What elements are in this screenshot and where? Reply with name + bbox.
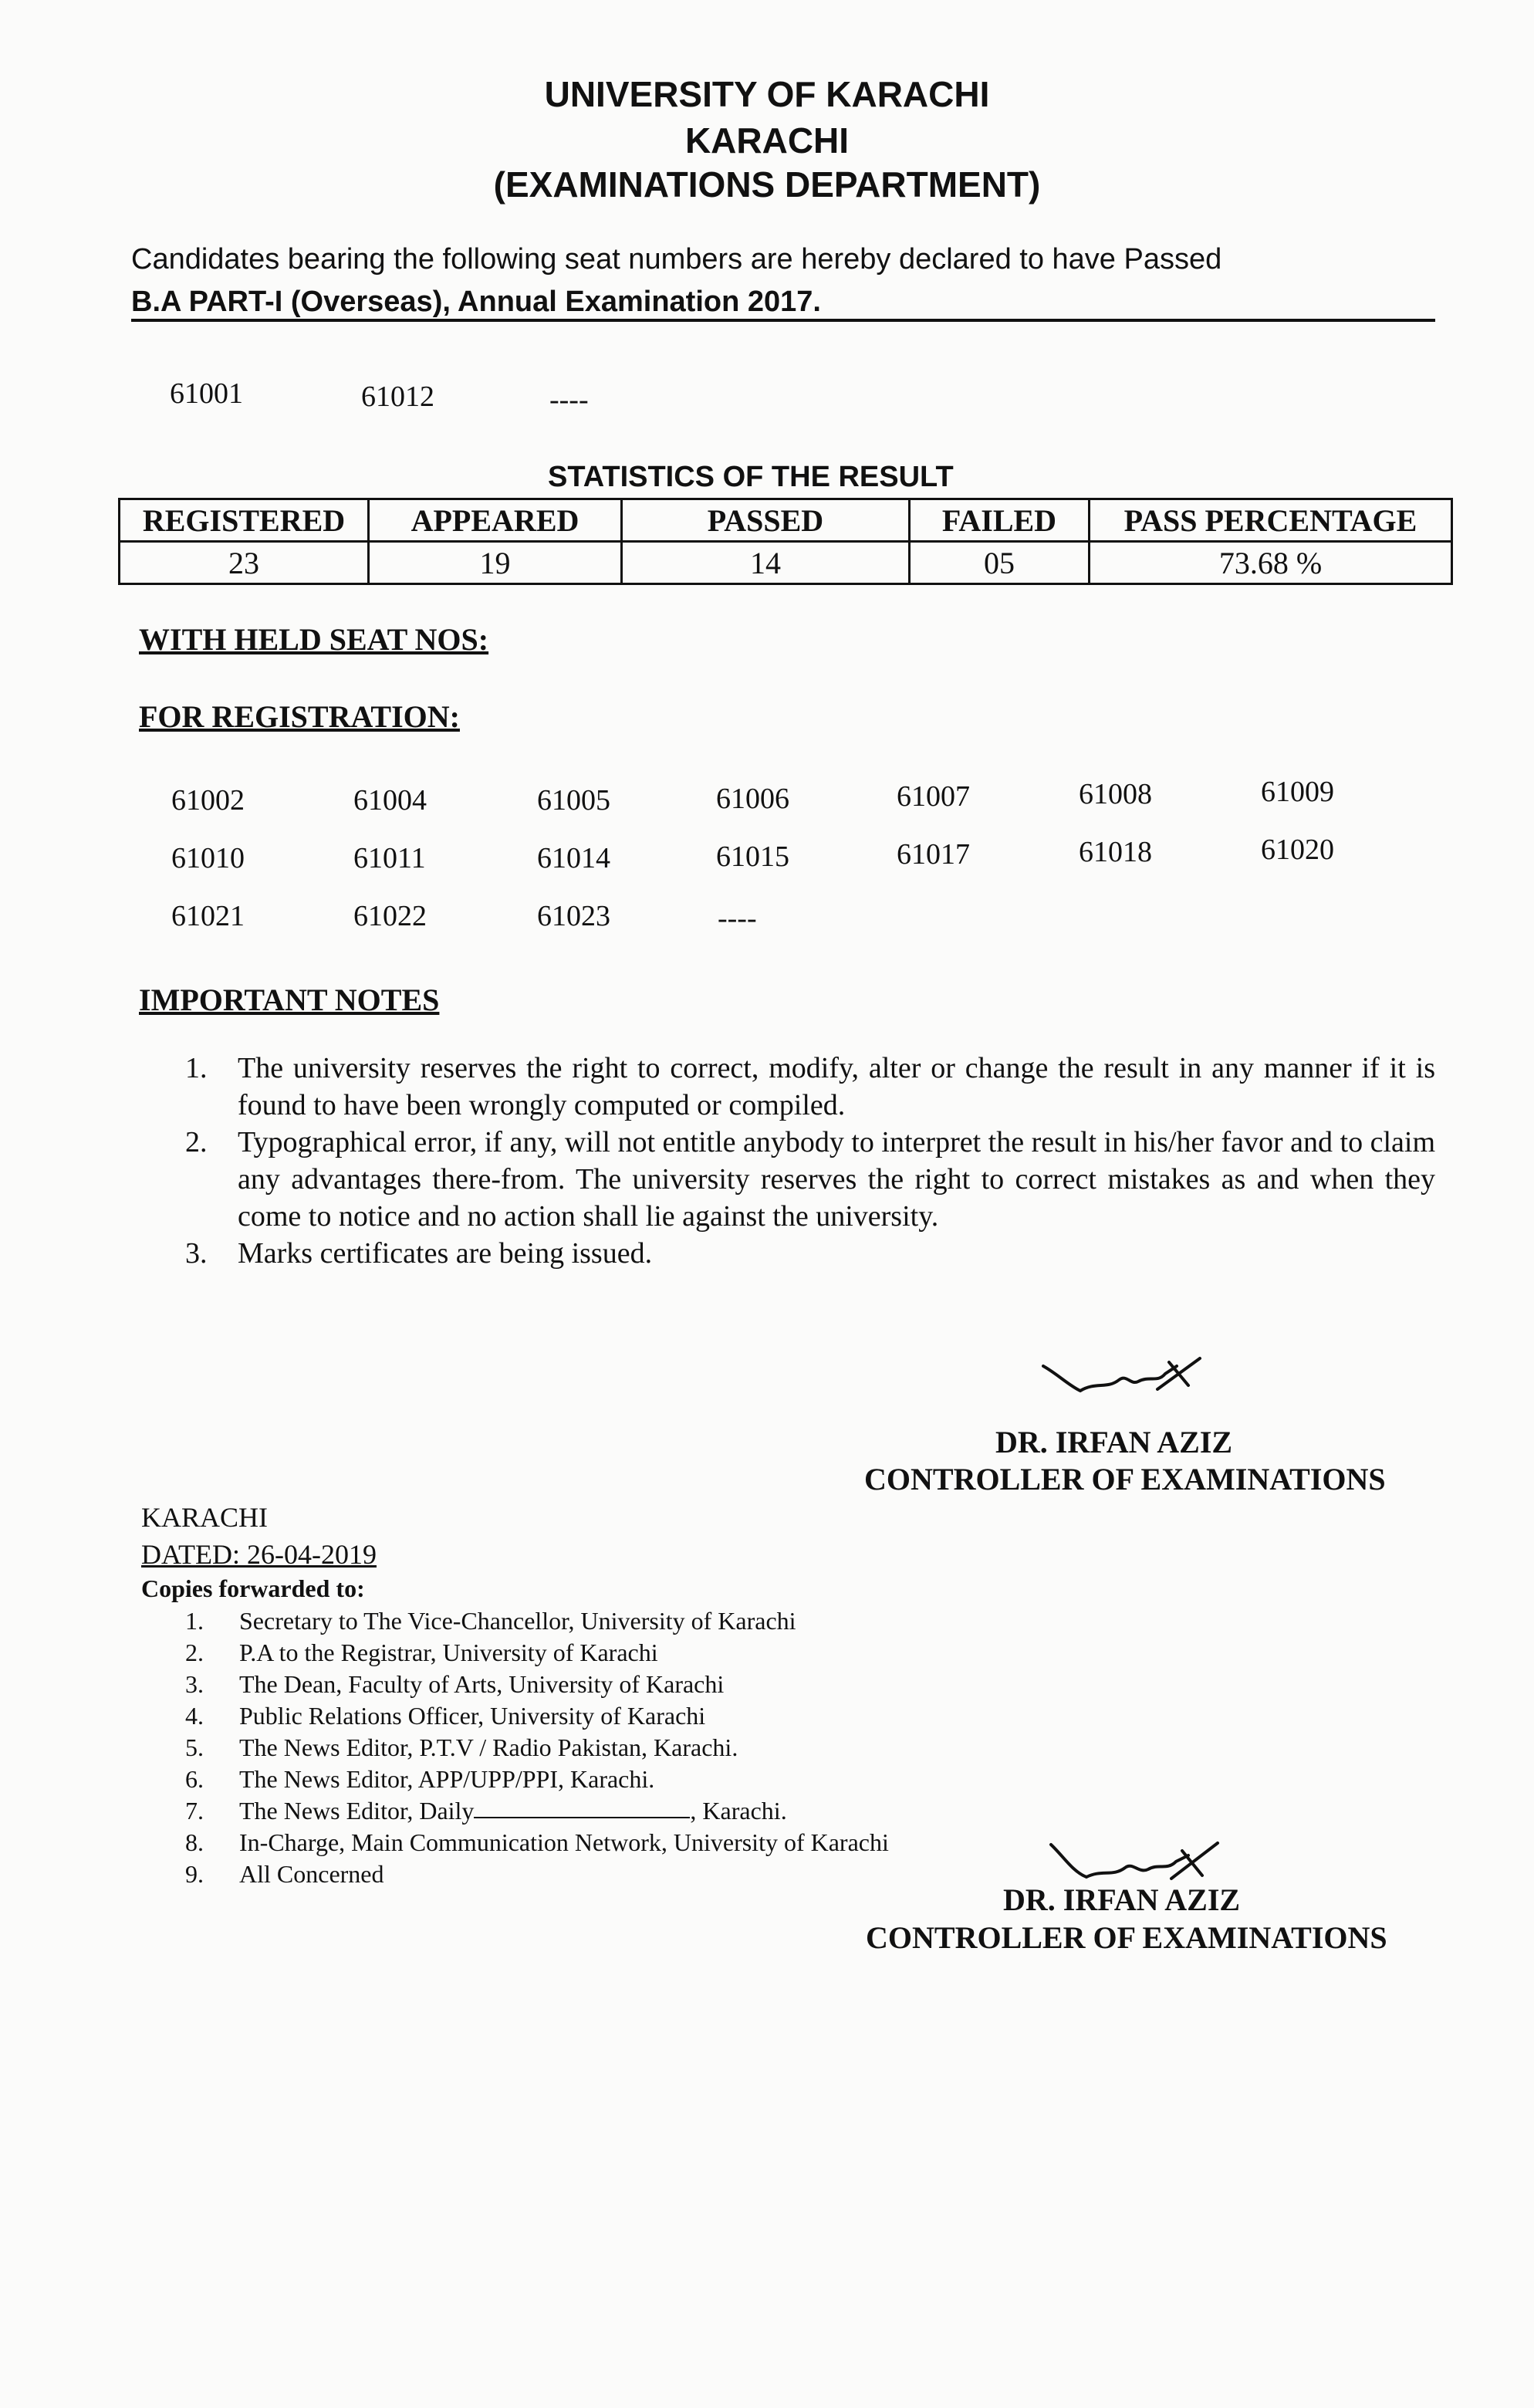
note-item (185, 1235, 1435, 1272)
copy-text: P.A to the Registrar, University of Karachi (239, 1639, 658, 1666)
signatory-title: CONTROLLER OF EXAMINATIONS (866, 1920, 1387, 1955)
passed-seat: 61012 (361, 380, 434, 413)
copy-text: The News Editor, APP/UPP/PPI, Karachi. (239, 1765, 655, 1793)
copy-item (185, 1700, 889, 1732)
notes-list (185, 1050, 1435, 1272)
withheld-heading: WITH HELD SEAT NOS: (139, 622, 489, 657)
passed-seat-placeholder: ---- (549, 384, 589, 416)
university-title: UNIVERSITY OF KARACHI (544, 74, 990, 114)
signatory-title: CONTROLLER OF EXAMINATIONS (864, 1462, 1386, 1497)
stat-value-registered: 23 (120, 542, 369, 584)
copy-text-suffix: , Karachi. (690, 1797, 787, 1825)
copy-text: The News Editor, Daily (239, 1797, 475, 1825)
copy-item (185, 1605, 889, 1637)
withheld-seat: 61002 (171, 784, 245, 817)
withheld-seat: 61007 (897, 780, 970, 813)
copy-item (185, 1858, 889, 1890)
copy-text: The News Editor, P.T.V / Radio Pakistan, Karachi. (239, 1733, 738, 1761)
passed-seat: 61001 (170, 377, 243, 410)
copy-item (185, 1764, 889, 1795)
copies-heading: Copies forwarded to: (141, 1574, 365, 1602)
withheld-seat: 61005 (537, 784, 610, 817)
declaration-rule (131, 319, 1435, 322)
note-item (185, 1050, 1435, 1124)
withheld-seat: 61018 (1079, 836, 1152, 868)
declaration-line-2: B.A PART-I (Overseas), Annual Examination 2017. (131, 286, 821, 318)
stat-header-failed: FAILED (910, 499, 1090, 542)
signatory-name: DR. IRFAN AZIZ (995, 1425, 1233, 1459)
withheld-seat: 61023 (537, 900, 610, 932)
withheld-seat: 61010 (171, 842, 245, 874)
withheld-seat-placeholder: ---- (718, 902, 757, 935)
copy-number: 9. (185, 1860, 204, 1888)
signature-scribble (1034, 1343, 1219, 1412)
copies-list (185, 1605, 889, 1890)
withheld-seat: 61004 (353, 784, 427, 817)
copy-number: 3. (185, 1670, 204, 1698)
copy-text: Secretary to The Vice-Chancellor, University of Karachi (239, 1607, 796, 1635)
registration-heading: FOR REGISTRATION: (139, 699, 460, 734)
copy-number: 5. (185, 1733, 204, 1761)
stat-header-registered: REGISTERED (120, 499, 369, 542)
stat-value-passed: 14 (622, 542, 910, 584)
statistics-header-row (120, 499, 1452, 542)
copy-number: 8. (185, 1828, 204, 1856)
withheld-seat: 61017 (897, 838, 970, 871)
copy-number: 6. (185, 1765, 204, 1793)
city-title: KARACHI (684, 120, 850, 161)
withheld-seat: 61011 (353, 842, 426, 874)
copy-text: The Dean, Faculty of Arts, University of Karachi (239, 1670, 725, 1698)
copy-text: Public Relations Officer, University of Karachi (239, 1702, 706, 1730)
blank-line (474, 1795, 690, 1818)
copy-item (185, 1827, 889, 1858)
copy-number: 1. (185, 1607, 204, 1635)
note-text: Typographical error, if any, will not entitle anybody to interpret the result in his/her favor and to claim any advantages there-from. The university reserves the right to correct mistakes as and when they come to notice and no action shall lie against the university. (238, 1126, 1435, 1233)
stat-header-pass-percentage: PASS PERCENTAGE (1090, 499, 1452, 542)
declaration-line-1: Candidates bearing the following seat numbers are hereby declared to have Passed (131, 243, 1222, 276)
stat-header-appeared: APPEARED (369, 499, 622, 542)
department-title: (EXAMINATIONS DEPARTMENT) (493, 164, 1041, 205)
withheld-seat: 61021 (171, 900, 245, 932)
withheld-seat: 61020 (1261, 834, 1334, 866)
stat-header-passed: PASSED (622, 499, 910, 542)
copy-number: 4. (185, 1702, 204, 1730)
copy-number: 7. (185, 1797, 204, 1825)
note-number: 3. (185, 1237, 208, 1270)
stat-value-pass-percentage: 73.68 % (1090, 542, 1452, 584)
note-text: Marks certificates are being issued. (238, 1237, 653, 1270)
statistics-value-row (120, 542, 1452, 584)
copy-number: 2. (185, 1639, 204, 1666)
stat-value-appeared: 19 (369, 542, 622, 584)
copy-item (185, 1795, 889, 1827)
withheld-seat: 61006 (716, 783, 789, 815)
copy-text: All Concerned (239, 1860, 384, 1888)
withheld-seat: 61014 (537, 842, 610, 874)
stat-value-failed: 05 (910, 542, 1090, 584)
statistics-title: STATISTICS OF THE RESULT (548, 461, 954, 493)
dated-label: DATED: 26-04-2019 (141, 1539, 377, 1570)
copy-item (185, 1637, 889, 1669)
statistics-table (118, 498, 1453, 585)
place-label: KARACHI (141, 1502, 269, 1533)
withheld-seat: 61022 (353, 900, 427, 932)
copy-item (185, 1669, 889, 1700)
withheld-seat: 61015 (716, 840, 789, 873)
withheld-seat: 61008 (1079, 778, 1152, 810)
note-text: The university reserves the right to correct, modify, alter or change the result in any manner if it is found to have been wrongly computed or compiled. (238, 1052, 1435, 1121)
note-item (185, 1124, 1435, 1235)
copy-item (185, 1732, 889, 1764)
note-number: 2. (185, 1126, 208, 1158)
copy-text: In-Charge, Main Communication Network, University of Karachi (239, 1828, 889, 1856)
notes-heading: IMPORTANT NOTES (139, 982, 440, 1017)
withheld-seat: 61009 (1261, 776, 1334, 808)
signatory-name: DR. IRFAN AZIZ (1003, 1882, 1241, 1917)
note-number: 1. (185, 1052, 208, 1084)
